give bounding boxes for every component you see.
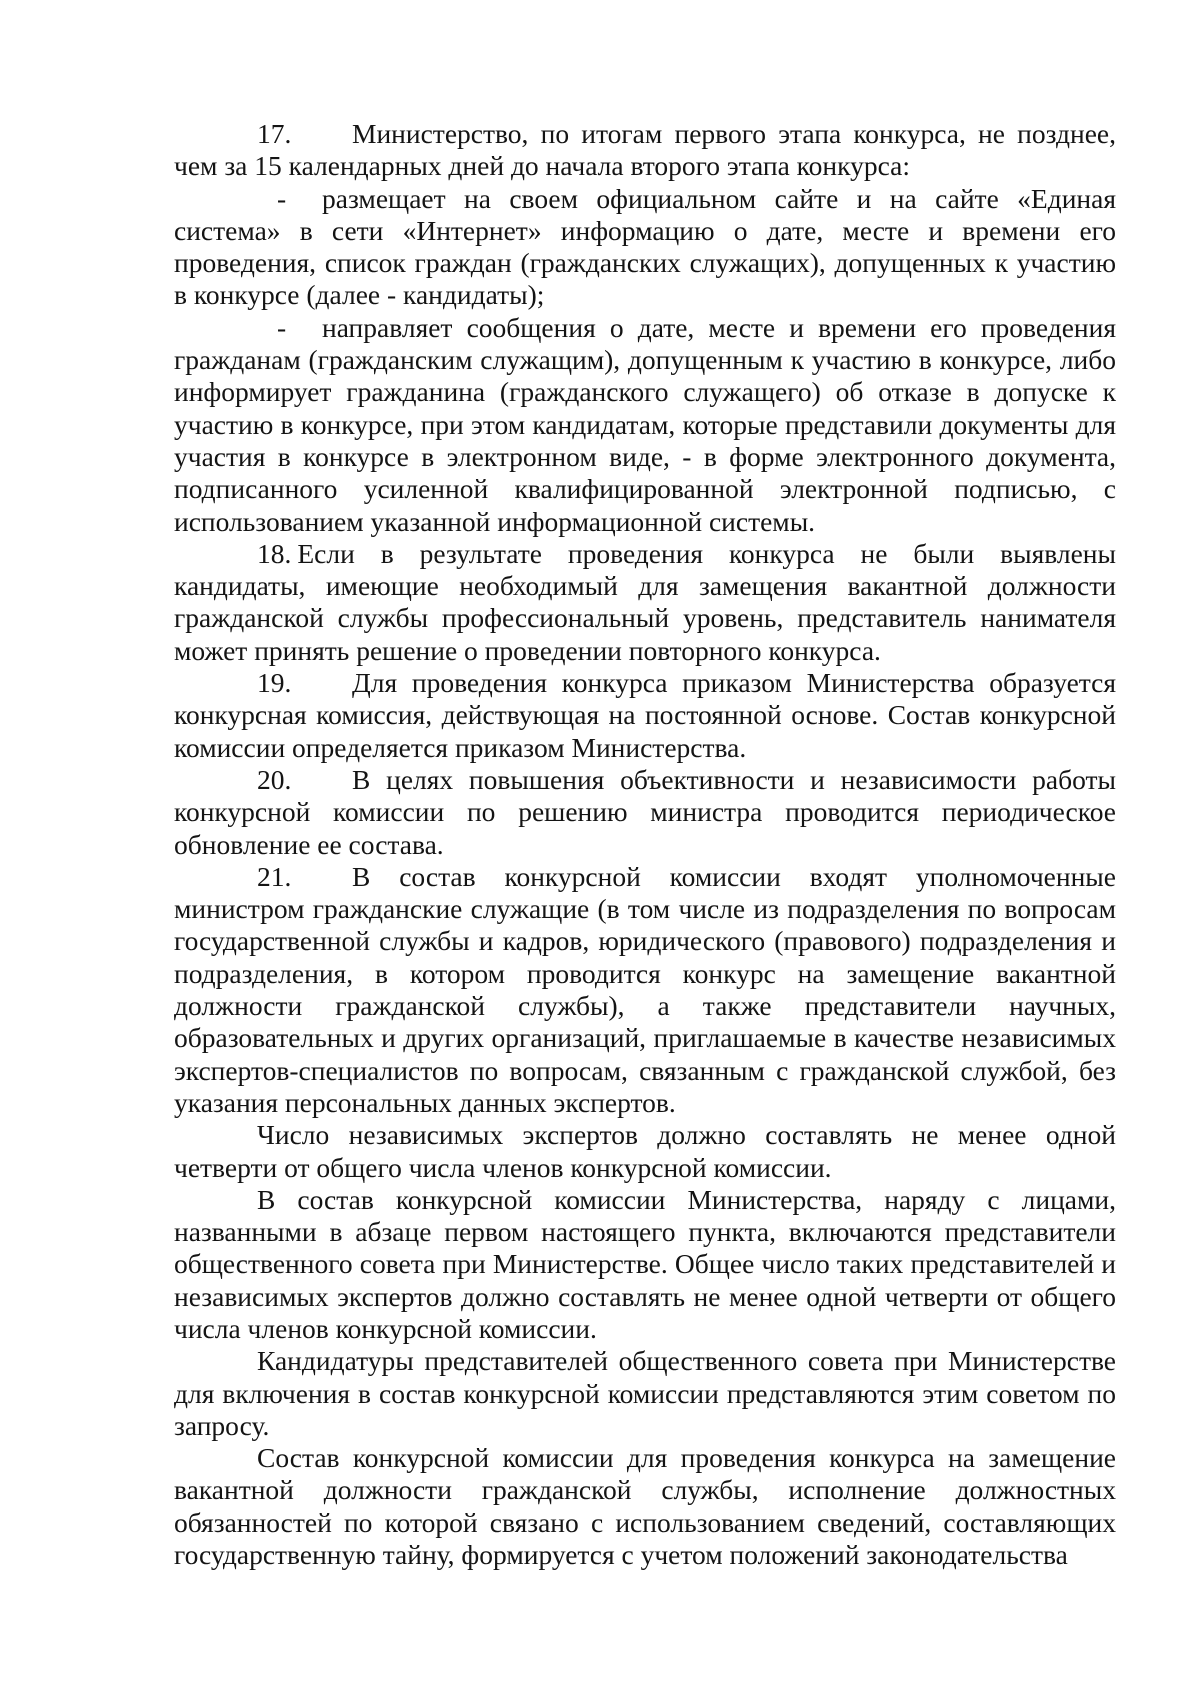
paragraph-text: Число независимых экспертов должно составлять не менее одной четверти от общего числа членов конкурсной комиссии. xyxy=(174,1119,1116,1183)
paragraph-21 xyxy=(174,861,1116,1119)
paragraph-text: В состав конкурсной комиссии Министерства, наряду с лицами, названными в абзаце первом настоящего пункта, включаются представители общественного совета при Министерстве. Общее число таких представителей и независимых экспертов должно составлять не менее одной четверти от общего числа членов конкурсной комиссии. xyxy=(174,1183,1116,1344)
paragraph-candidates xyxy=(174,1345,1116,1442)
clause-number: 18. xyxy=(257,537,292,569)
clause-number: 17. xyxy=(257,118,292,149)
list-item-publish xyxy=(174,183,1116,312)
paragraph-text: В состав конкурсной комиссии входят уполномоченные министром гражданские служащие (в том числе из подразделения по вопросам государственной службы и кадров, юридического (правового) подразделения и подразделения, в котором проводится конкурс на замещение вакантной должности гражданской службы), а также представители научных, образовательных и других организаций, приглашаемые в качестве независимых экспертов-специалистов по вопросам, связанным с гражданской службой, без указания персональных данных экспертов. xyxy=(174,860,1116,1118)
paragraph-text: Кандидатуры представителей общественного совета при Министерстве для включения в состав конкурсной комиссии представляются этим советом по запросу. xyxy=(174,1345,1116,1441)
clause-number: 20. xyxy=(257,763,292,795)
paragraph-text: размещает на своем официальном сайте и на сайте «Единая система» в сети «Интернет» информацию о дате, месте и времени его проведения, список граждан (гражданских служащих), допущенных к участию в конкурсе (далее - кандидаты); xyxy=(174,182,1116,311)
list-dash: - xyxy=(277,182,287,214)
paragraph-public-council xyxy=(174,1184,1116,1345)
paragraph-text: Для проведения конкурса приказом Министерства образуется конкурсная комиссия, действующая на постоянной основе. Состав конкурсной комиссии определяется приказом Министерства. xyxy=(174,667,1116,763)
clause-number: 19. xyxy=(257,667,292,699)
paragraph-text: Если в результате проведения конкурса не были выявлены кандидаты, имеющие необходимый для замещения вакантной должности гражданской службы профессиональный уровень, представитель нанимателя может принять решение о проведении повторного конкурса. xyxy=(174,537,1116,666)
document-body xyxy=(174,118,1116,1571)
paragraph-17 xyxy=(174,118,1116,183)
paragraph-18 xyxy=(174,538,1116,667)
paragraph-text: направляет сообщения о дате, месте и времени его проведения гражданам (гражданским служащим), допущенным к участию в конкурсе, либо информирует гражданина (гражданского служащего) об отказе в допуске к участию в конкурсе, при этом кандидатам, которые представили документы для участия в конкурсе в электронном виде, - в форме электронного документа, подписанного усиленной квалифицированной электронной подписью, с использованием указанной информационной системы. xyxy=(174,311,1116,537)
list-item-notify xyxy=(174,312,1116,538)
list-dash: - xyxy=(277,311,287,343)
paragraph-state-secret xyxy=(174,1442,1116,1571)
paragraph-experts-share xyxy=(174,1119,1116,1184)
paragraph-20 xyxy=(174,764,1116,861)
paragraph-text: Министерство, по итогам первого этапа конкурса, не позднее, чем за 15 календарных дней до начала второго этапа конкурса: xyxy=(174,118,1116,182)
clause-number: 21. xyxy=(257,860,292,892)
paragraph-text: Состав конкурсной комиссии для проведения конкурса на замещение вакантной должности гражданской службы, исполнение должностных обязанностей по которой связано с использованием сведений, составляющих государственную тайну, формируется с учетом положений законодательства xyxy=(174,1442,1116,1571)
paragraph-text: В целях повышения объективности и независимости работы конкурсной комиссии по решению министра проводится периодическое обновление ее состава. xyxy=(174,763,1116,860)
paragraph-19 xyxy=(174,667,1116,764)
